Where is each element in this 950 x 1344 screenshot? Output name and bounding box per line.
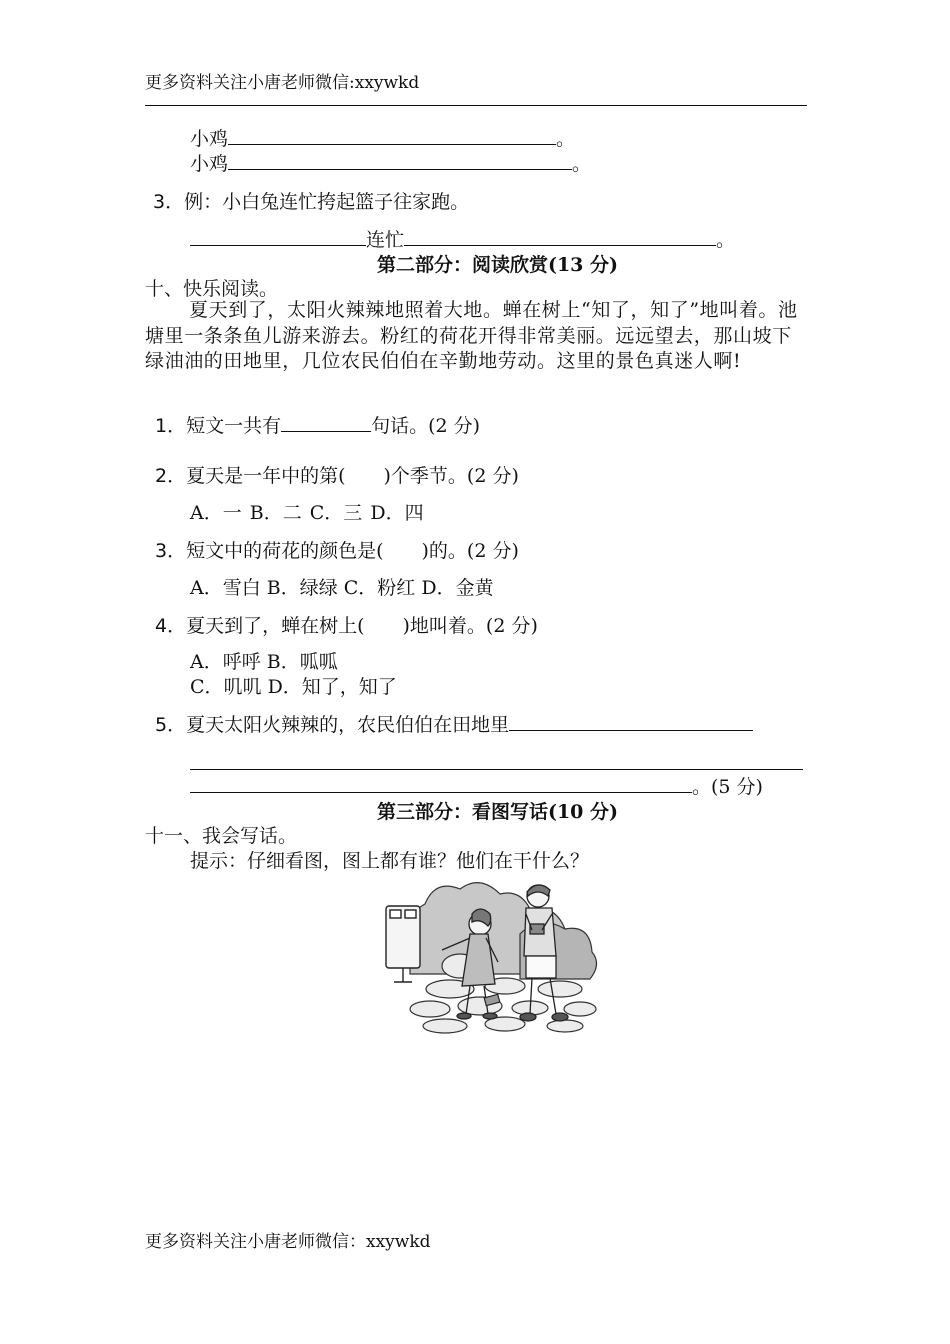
fill-line-2 xyxy=(190,149,591,176)
question-text: 短文中的荷花的颜色是( )的。(2 分) xyxy=(186,540,519,562)
answer-mid-word: 连忙 xyxy=(366,229,405,251)
section-11-title: 十一、我会写话。 xyxy=(145,825,298,847)
question-1 xyxy=(155,411,480,438)
passage-text: 夏天到了，太阳火辣辣地照着大地。蝉在树上“知了，知了”地叫着。池塘里一条条鱼儿游来游去。粉红的荷花开得非常美丽。远远望去，那山坡下绿油油的田地里，几位农民伯伯在辛勤地劳动。这里的景色真迷人啊! xyxy=(145,299,798,372)
part3-title: 第三部分：看图写话(10 分) xyxy=(376,801,619,823)
question-3-answer-line xyxy=(190,225,735,252)
section-10-title: 十、快乐阅读。 xyxy=(145,278,279,300)
question-number: 3． xyxy=(153,191,185,213)
fill-line-1-end: 。 xyxy=(556,128,576,150)
answer-line[interactable] xyxy=(190,768,803,770)
fill-line-2-prefix: 小鸡 xyxy=(190,153,229,175)
question-text: 夏天到了，蝉在树上( )地叫着。(2 分) xyxy=(186,615,538,637)
answer-blank[interactable] xyxy=(228,143,556,145)
question-text: 夏天太阳火辣辣的，农民伯伯在田地里 xyxy=(186,714,510,736)
question-text-pre: 短文一共有 xyxy=(186,415,282,437)
question-number: 3． xyxy=(155,540,187,562)
question-text: 夏天是一年中的第( )个季节。(2 分) xyxy=(186,465,519,487)
question-number: 2． xyxy=(155,465,187,487)
answer-blank[interactable] xyxy=(281,430,371,432)
question-4-options-row1[interactable]: A．呼呼 B．呱呱 xyxy=(190,651,338,673)
question-text: 例：小白兔连忙挎起篮子往家跑。 xyxy=(184,191,470,213)
answer-end: 。 xyxy=(716,229,736,251)
part2-title: 第二部分：阅读欣赏(13 分) xyxy=(376,254,619,276)
question-3 xyxy=(155,536,519,563)
question-5-last-line xyxy=(190,772,763,799)
writing-hint: 提示：仔细看图，图上都有谁？他们在干什么？ xyxy=(190,850,590,872)
fill-line-1-prefix: 小鸡 xyxy=(190,128,229,150)
question-number: 5． xyxy=(155,714,187,736)
question-2-options[interactable]: A．一 B．二 C．三 D．四 xyxy=(190,502,424,524)
header-rule xyxy=(145,105,807,106)
question-number: 4． xyxy=(155,615,187,637)
question-4-options-row2[interactable]: C．叽叽 D．知了，知了 xyxy=(190,676,397,698)
answer-blank[interactable] xyxy=(509,729,753,731)
page-footer: 更多资料关注小唐老师微信：xxywkd xyxy=(145,1232,431,1252)
page-header: 更多资料关注小唐老师微信:xxywkd xyxy=(145,73,420,93)
answer-blank[interactable] xyxy=(404,244,716,246)
fill-line-1 xyxy=(190,124,575,151)
answer-blank[interactable] xyxy=(190,244,366,246)
reading-passage xyxy=(145,298,807,375)
question-number: 1． xyxy=(155,415,187,437)
question-2 xyxy=(155,461,519,488)
question-5 xyxy=(155,710,753,737)
picture-writing-illustration xyxy=(380,874,610,1034)
question-5-end: 。(5 分) xyxy=(692,776,763,798)
question-4 xyxy=(155,611,538,638)
question-3-options[interactable]: A．雪白 B．绿绿 C．粉红 D．金黄 xyxy=(190,577,494,599)
question-3-example xyxy=(153,187,469,214)
question-text-post: 句话。(2 分) xyxy=(371,415,481,437)
fill-line-2-end: 。 xyxy=(572,153,592,175)
bushes xyxy=(409,883,597,979)
answer-blank[interactable] xyxy=(190,791,692,793)
answer-blank[interactable] xyxy=(228,168,572,170)
